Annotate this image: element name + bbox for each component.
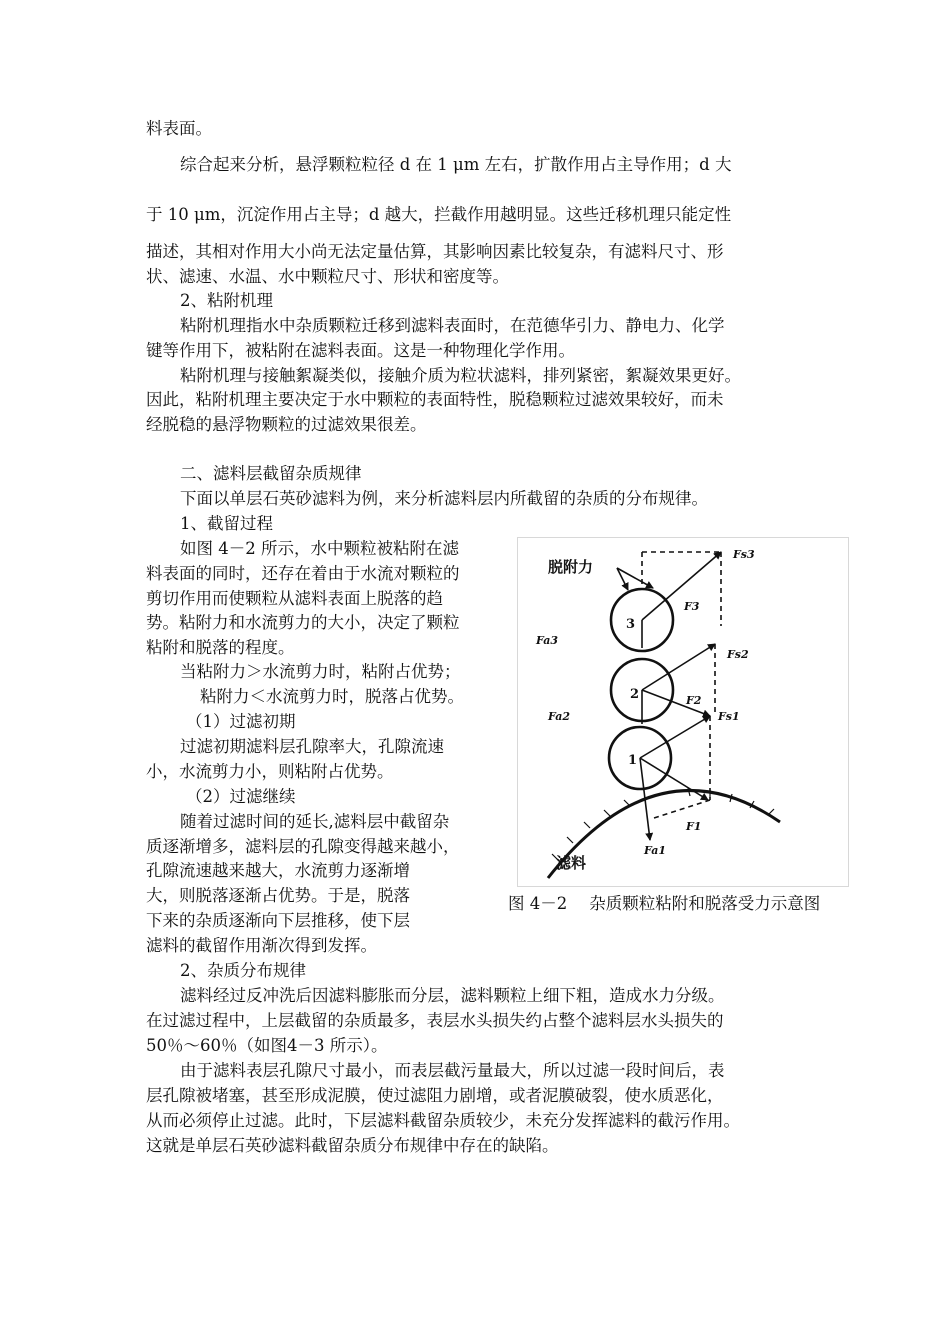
text-line: 键等作用下，被粘附在滤料表面。这是一种物理化学作用。: [146, 341, 575, 360]
text-line: 于 10 μm，沉淀作用占主导；d 越大，拦截作用越明显。这些迁移机理只能定性: [146, 205, 732, 224]
text-line: 质逐渐增多，滤料层的孔隙变得越来越小，: [146, 837, 460, 856]
text-line: 因此，粘附机理主要决定于水中颗粒的表面特性，脱稳颗粒过滤效果较好，而未: [146, 390, 724, 409]
figure-number: 图 4－2: [508, 894, 568, 913]
text-line: 料表面的同时，还存在着由于水流对颗粒的: [146, 564, 460, 583]
text-line: 层孔隙被堵塞，甚至形成泥膜，使过滤阻力剧增，或者泥膜破裂，使水质恶化，: [146, 1086, 724, 1105]
text-line: 状、滤速、水温、水中颗粒尺寸、形状和密度等。: [146, 267, 509, 286]
figure-caption-text: 杂质颗粒粘附和脱落受力示意图: [589, 894, 821, 913]
text-line: 大，则脱落逐渐占优势。于是，脱落: [146, 886, 410, 905]
particle-2-number: 2: [630, 687, 640, 702]
text-line: 描述，其相对作用大小尚无法定量估算，其影响因素比较复杂，有滤料尺寸、形: [146, 242, 724, 261]
f1-label: F1: [686, 820, 702, 833]
text-line: 粘附力＜水流剪力时，脱落占优势。: [200, 687, 464, 706]
particle-3-number: 3: [626, 617, 636, 632]
fs1-label: Fs1: [718, 710, 740, 723]
text-line: 过滤初期滤料层孔隙率大，孔隙流速: [180, 737, 444, 756]
text-line: 粘附机理指水中杂质颗粒迁移到滤料表面时，在范德华引力、静电力、化学: [180, 316, 725, 335]
text-line: 综合起来分析，悬浮颗粒粒径 d 在 1 μm 左右，扩散作用占主导作用；d 大: [180, 155, 732, 174]
text-line: 小，水流剪力小，则粘附占优势。: [146, 762, 394, 781]
section-heading: 1、截留过程: [180, 514, 273, 533]
text-line: 粘附和脱落的程度。: [146, 638, 295, 657]
text-line: 随着过滤时间的延长,滤料层中截留杂: [180, 812, 450, 831]
text-line: 下来的杂质逐渐向下层推移，使下层: [146, 911, 410, 930]
text-line: 经脱稳的悬浮物颗粒的过滤效果很差。: [146, 415, 427, 434]
text-line: 料表面。: [146, 119, 212, 138]
text-line: 这就是单层石英砂滤料截留杂质分布规律中存在的缺陷。: [146, 1136, 559, 1155]
text-line: 下面以单层石英砂滤料为例，来分析滤料层内所截留的杂质的分布规律。: [180, 489, 708, 508]
text-line: 由于滤料表层孔隙尺寸最小，而表层截污量最大，所以过滤一段时间后，表: [180, 1061, 725, 1080]
section-heading: 2、杂质分布规律: [180, 961, 306, 980]
text-line: 剪切作用而使颗粒从滤料表面上脱落的趋: [146, 589, 443, 608]
figure-caption: [508, 893, 842, 915]
f3-label: F3: [684, 600, 700, 613]
fa1-label: Fa1: [644, 844, 666, 857]
section-heading: 2、粘附机理: [180, 291, 273, 310]
force-diagram-figure: [517, 537, 849, 887]
f2-label: F2: [686, 694, 702, 707]
text-line: 粘附机理与接触絮凝类似，接触介质为粒状滤料，排列紧密，絮凝效果更好。: [180, 366, 741, 385]
text-line: 如图 4－2 所示，水中颗粒被粘附在滤: [180, 539, 459, 558]
fs3-label: Fs3: [733, 548, 755, 561]
media-label: 滤料: [556, 854, 587, 872]
force-diagram: [518, 538, 848, 886]
text-line: 当粘附力＞水流剪力时，粘附占优势；: [180, 662, 461, 681]
text-line: 孔隙流速越来越大，水流剪力逐渐增: [146, 861, 410, 880]
fa2-label: Fa2: [548, 710, 570, 723]
section-heading: 二、滤料层截留杂质规律: [180, 464, 362, 483]
particle-1-number: 1: [628, 753, 638, 768]
text-line: 势。粘附力和水流剪力的大小，决定了颗粒: [146, 613, 460, 632]
text-line: 在过滤过程中，上层截留的杂质最多，表层水头损失约占整个滤料层水头损失的: [146, 1011, 724, 1030]
text-line: 50％～60％（如图4－3 所示）。: [146, 1036, 388, 1055]
text-line: 滤料经过反冲洗后因滤料膨胀而分层，滤料颗粒上细下粗，造成水力分级。: [180, 986, 725, 1005]
fs2-label: Fs2: [727, 648, 749, 661]
fa3-label: Fa3: [536, 634, 558, 647]
section-heading: （2）过滤继续: [186, 787, 296, 806]
text-line: 从而必须停止过滤。此时，下层滤料截留杂质较少，未充分发挥滤料的截污作用。: [146, 1111, 740, 1130]
adhesion-label: 脱附力: [548, 558, 594, 576]
section-heading: （1）过滤初期: [186, 712, 296, 731]
text-line: 滤料的截留作用渐次得到发挥。: [146, 936, 377, 955]
